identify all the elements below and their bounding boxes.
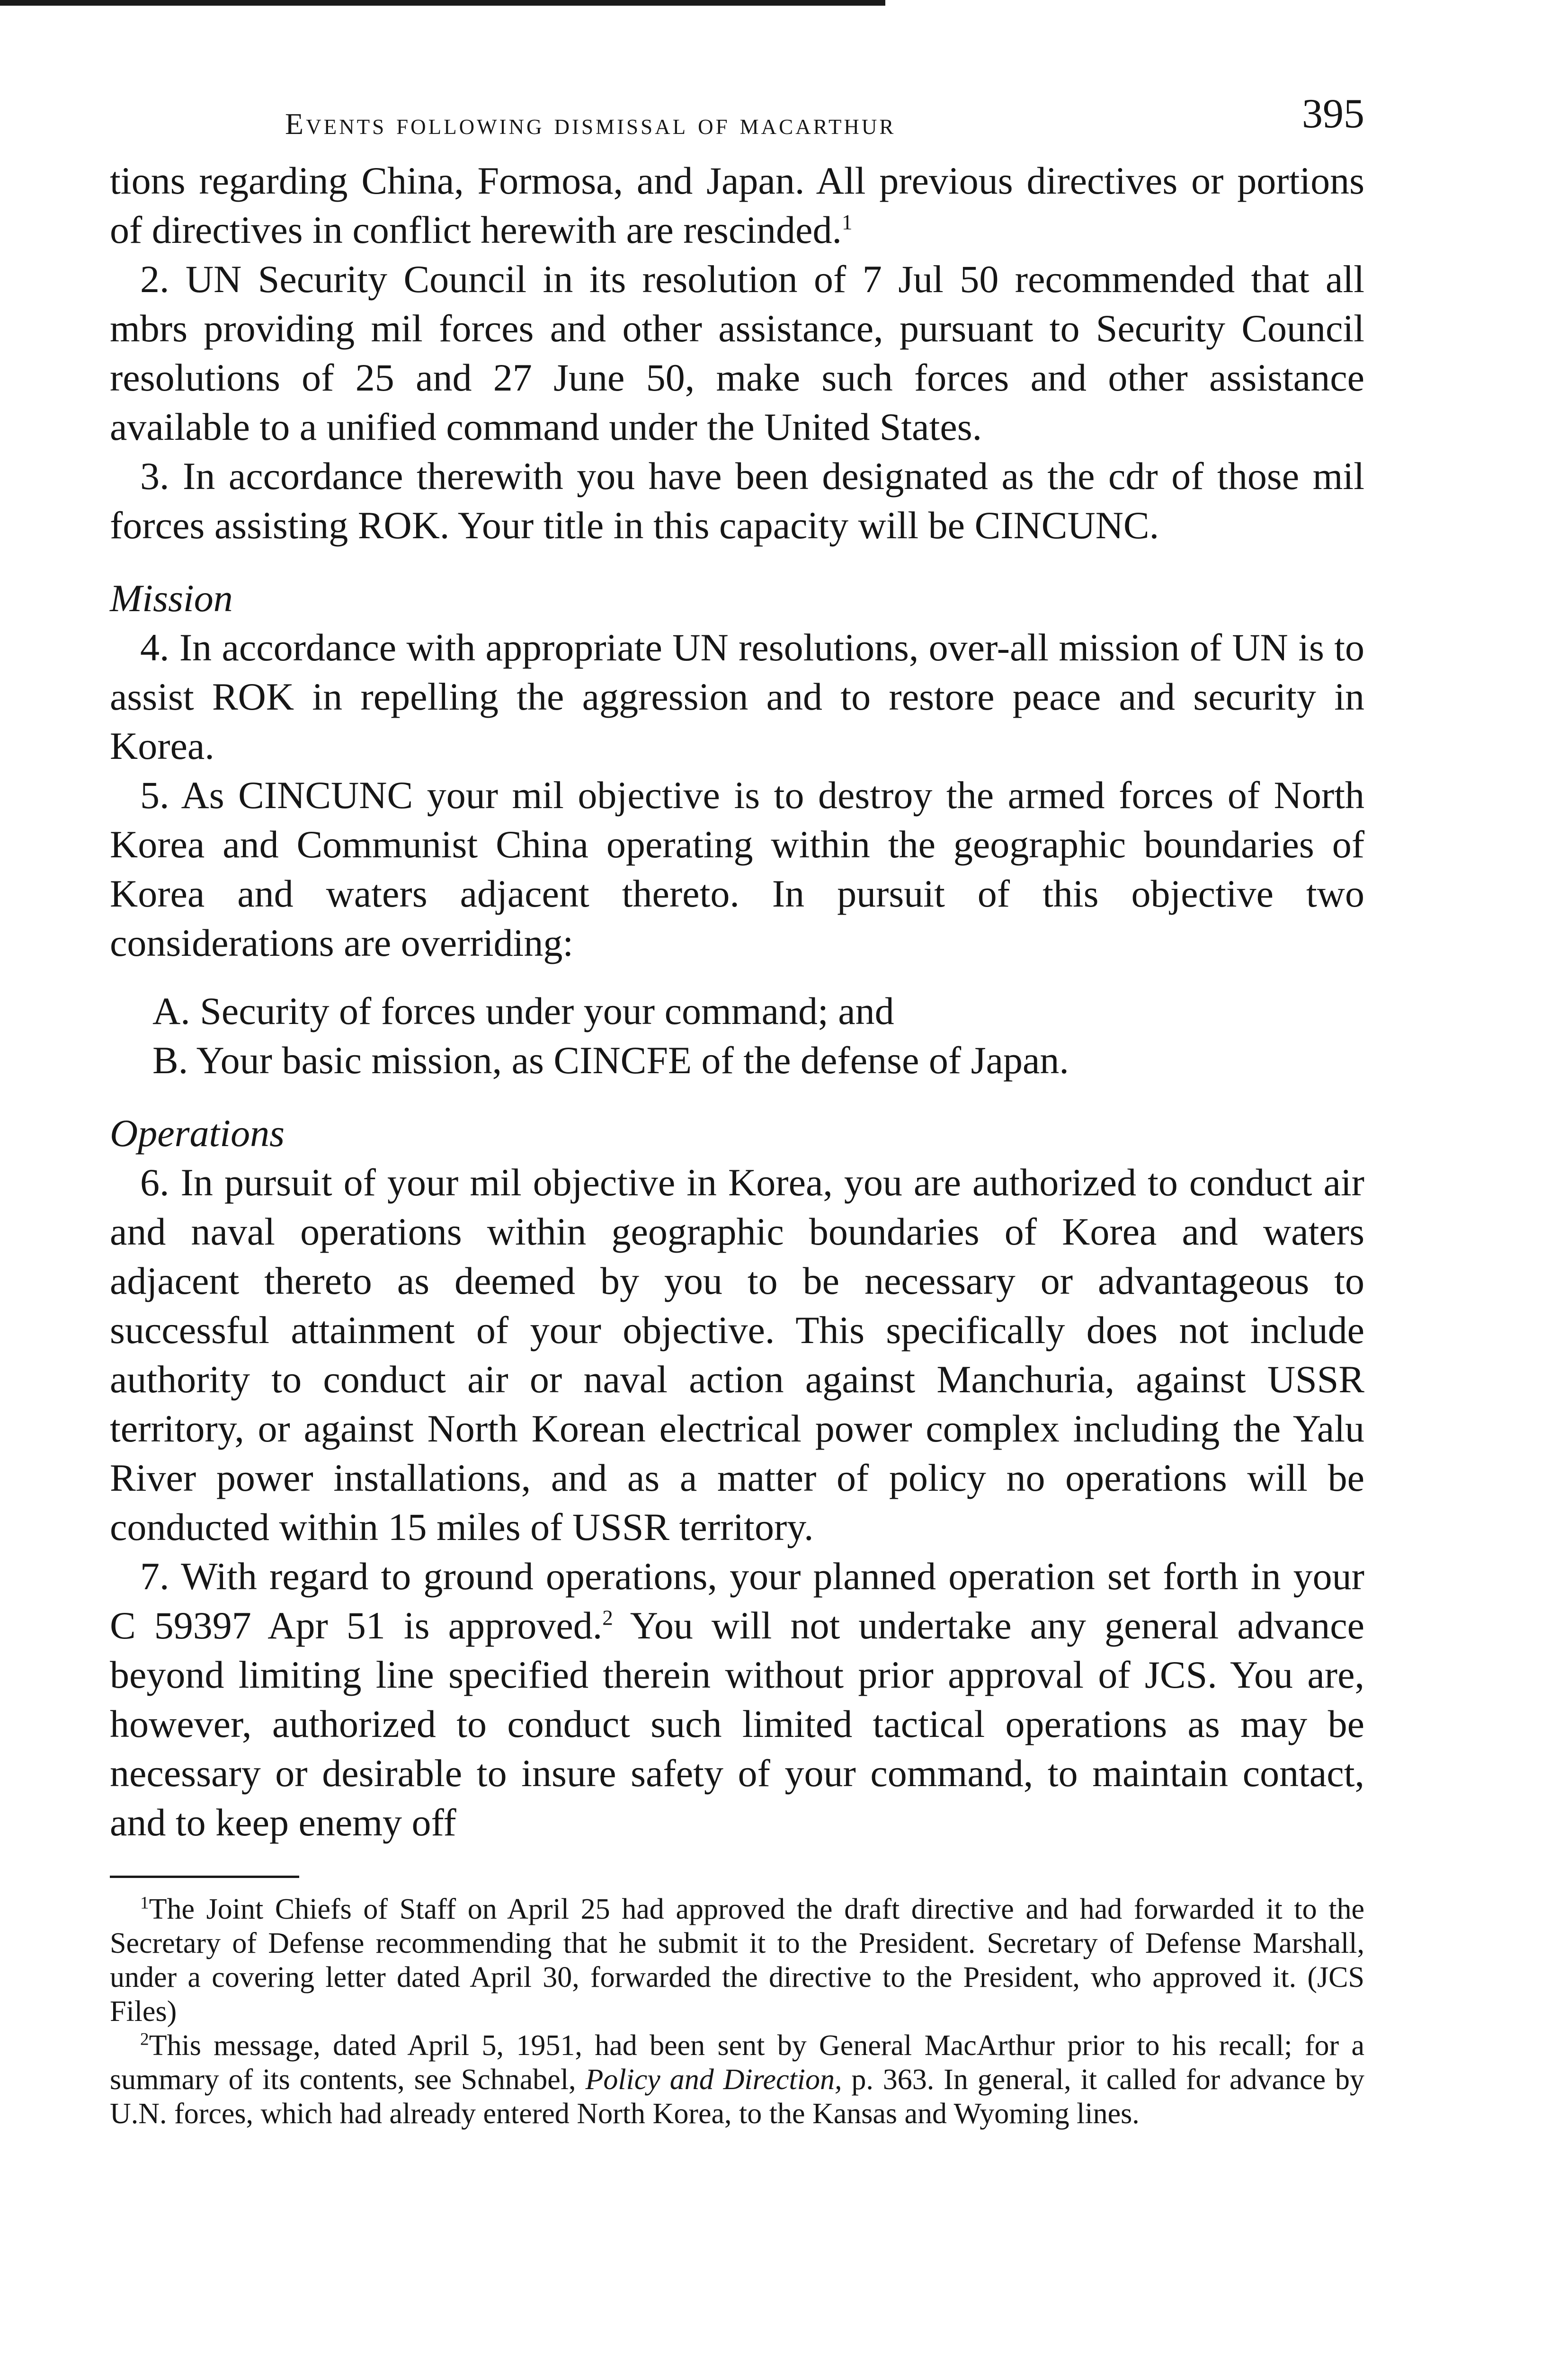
list-item-a: A. Security of forces under your command; and — [152, 989, 894, 1032]
top-rule — [0, 0, 885, 6]
page-number: 395 — [1302, 91, 1364, 137]
heading-mission: Mission — [110, 577, 233, 620]
paragraph-6: 6. In pursuit of your mil objective in Korea, you are authorized to conduct air and naval operations within geographic boundaries of Korea and waters adjacent thereto as deemed by you to be necessary or advantageous to successful attainment of your objective. This specifically does not include authority to conduct air or naval action against Manchuria, against USSR territory, or against North Korean electrical power complex including the Yalu River power installations, and as a matter of policy no operations will be conducted within 15 miles of USSR territory. — [110, 1161, 1364, 1548]
running-head — [110, 85, 1364, 156]
footnote-2: $^2$This message, dated April 5, 1951, had been sent by General MacArthur prior to his recall; for a summary of its contents, see Schnabel, Policy and Direction, p. 363. In general, it called for advance by U.N. forces, which had already entered North Korea, to the Kansas and Wyoming lines. — [110, 2029, 1365, 2130]
paragraph-3: 3. In accordance therewith you have been designated as the cdr of those mil forces assisting ROK. Your title in this capacity will be CINCUNC. — [110, 454, 1364, 547]
footnote-ref-1: 1 — [841, 210, 853, 234]
footnotes — [110, 1892, 1364, 2131]
paragraph-continued: tions regarding China, Formosa, and Japan. All previous directives or portions of directives in conflict herewith are rescinded.$^1$ — [110, 159, 1364, 251]
list-item-b: B. Your basic mission, as CINCFE of the defense of Japan. — [152, 1039, 1069, 1082]
paragraph-7: 7. With regard to ground operations, your planned operation set forth in your C 59397 Apr 51 is approved.$^2$ You will not undertake any general advance beyond limiting line specified therein without prior approval of JCS. You are, however, authorized to conduct such limited tactical operations as may be necessary or desirable to insure safety of your command, to maintain contact, and to keep enemy off — [110, 1555, 1365, 1844]
footnote-ref-2: 2 — [602, 1606, 613, 1630]
footnote-divider — [110, 1876, 299, 1878]
paragraph-2: 2. UN Security Council in its resolution of 7 Jul 50 recommended that all mbrs providing mil forces and other assistance, pursuant to Security Council resolutions of 25 and 27 June 50, make such forces and other assistance available to a unified command under the United States. — [110, 258, 1364, 448]
body-text — [110, 156, 1364, 1847]
book-page — [110, 85, 1364, 2131]
footnote-1: $^1$The Joint Chiefs of Staff on April 25 had approved the draft directive and had forwarded it to the Secretary of Defense recommending that he submit it to the President. Secretary of Defense Marshall, under a covering letter dated April 30, forwarded the directive to the President, who approved it. (JCS Files) — [110, 1893, 1364, 2028]
paragraph-4: 4. In accordance with appropriate UN resolutions, over-all mission of UN is to assist ROK in repelling the aggression and to restore peace and security in Korea. — [110, 626, 1364, 767]
paragraph-5: 5. As CINCUNC your mil objective is to destroy the armed forces of North Korea and Communist China operating within the geographic boundaries of Korea and waters adjacent thereto. In pursuit of this objective two considerations are overriding: — [110, 774, 1364, 964]
heading-operations: Operations — [110, 1112, 285, 1155]
running-title: Events following dismissal of macarthur — [285, 107, 896, 141]
